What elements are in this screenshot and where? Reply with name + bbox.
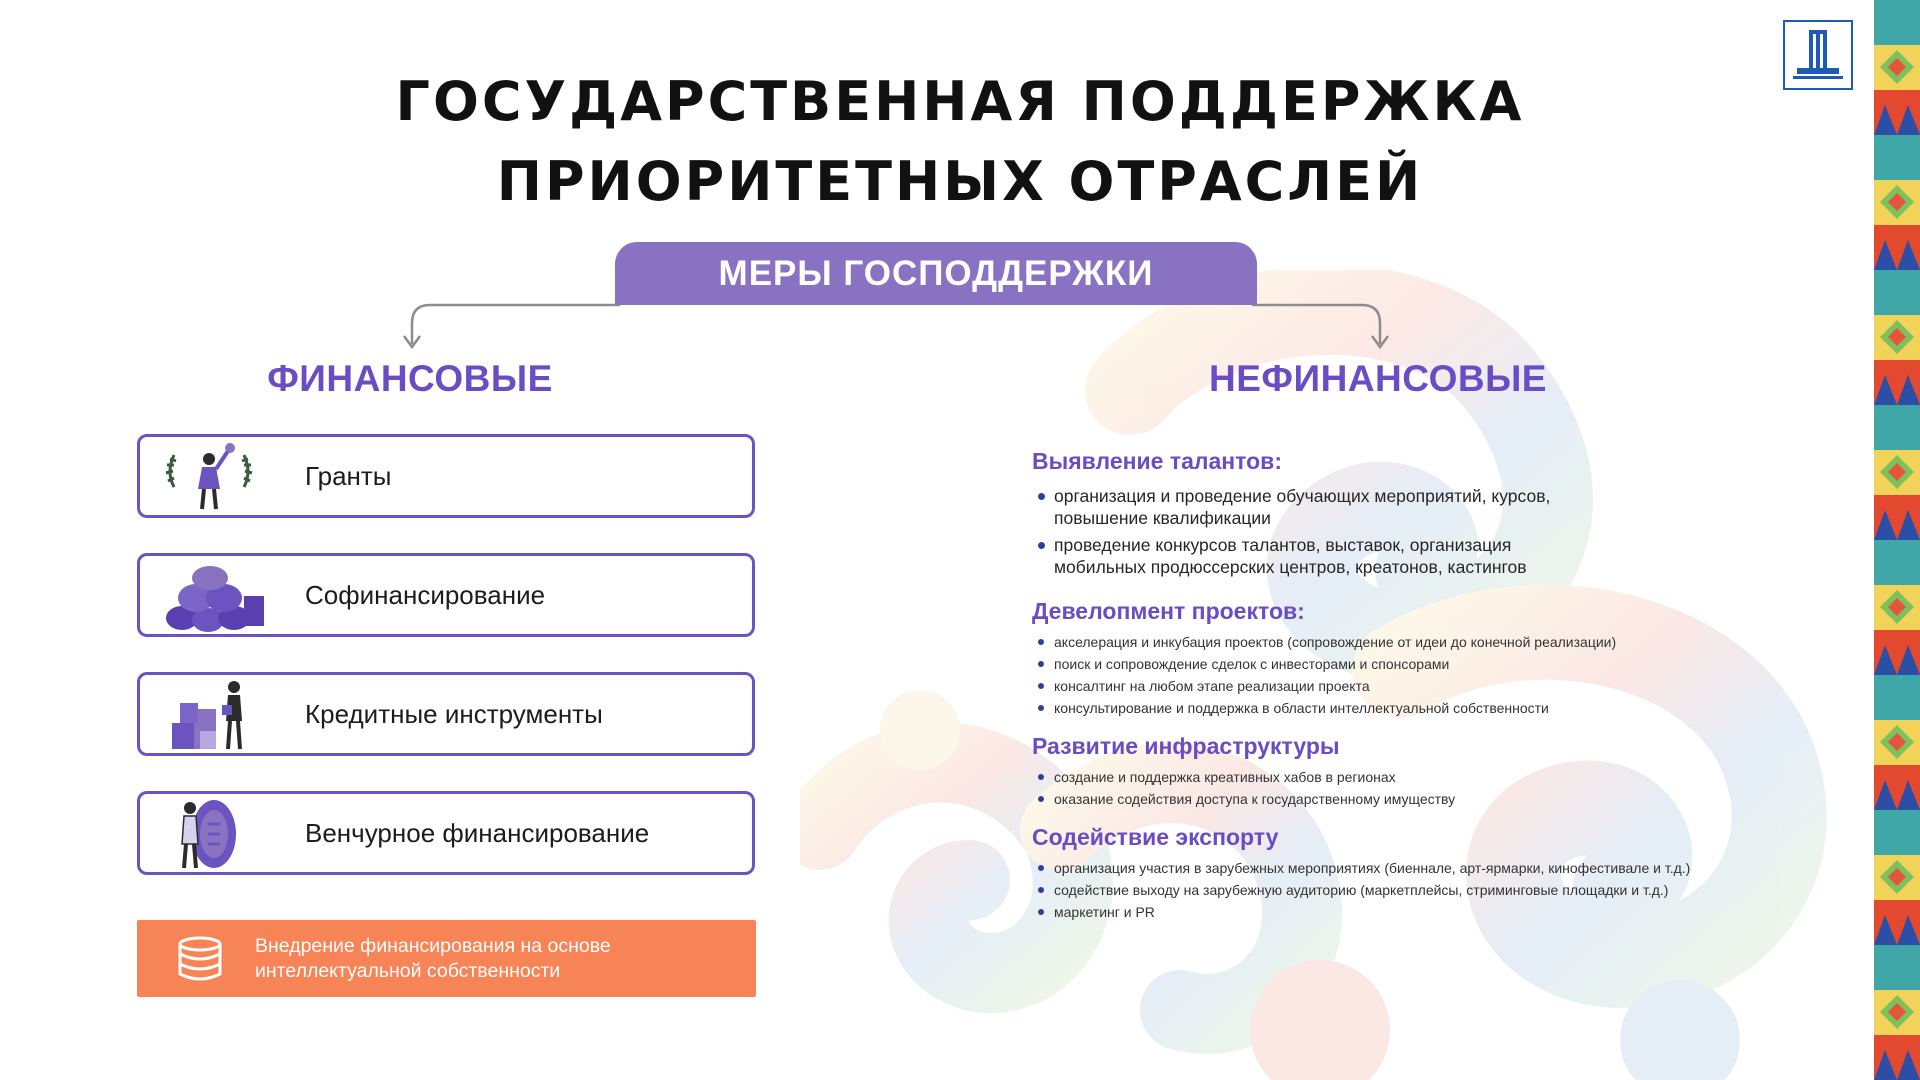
banner-text-line-2: интеллектуальной собственности: [255, 959, 561, 982]
card-credit: [137, 672, 755, 756]
card-grants: [137, 434, 755, 518]
ip-financing-banner: [137, 920, 756, 997]
financial-heading: ФИНАНСОВЫЕ: [267, 358, 553, 399]
list-item-line: повышение квалификации: [1054, 508, 1271, 528]
coins-stack-icon: [152, 556, 272, 634]
measures-header: МЕРЫ ГОСПОДДЕРЖКИ: [615, 242, 1257, 305]
list-item: содействие выходу на зарубежную аудиторию (маркетплейсы, стриминговые площадки и т.д.): [1032, 879, 1792, 901]
list-item: поиск и сопровождение сделок с инвесторами и спонсорами: [1032, 653, 1792, 675]
card-label: Гранты: [305, 460, 392, 491]
ministry-logo: [1783, 20, 1853, 90]
coins-icon: [170, 934, 230, 984]
list-item: оказание содействия доступа к государственному имуществу: [1032, 788, 1792, 810]
title-line-1: ГОСУДАРСТВЕННАЯ ПОДДЕРЖКА: [395, 70, 1525, 133]
ornamental-border: [1874, 0, 1920, 1080]
development-list: [1032, 631, 1792, 719]
export-list: [1032, 857, 1792, 923]
list-item: организация участия в зарубежных мероприятиях (биеннале, арт-ярмарки, кинофестивале и т.д.): [1032, 857, 1792, 879]
section-title-talents: Выявление талантов:: [1032, 448, 1282, 474]
title-line-2: ПРИОРИТЕТНЫХ ОТРАСЛЕЙ: [496, 150, 1424, 213]
list-item: [1032, 485, 1792, 529]
talents-list: [1032, 485, 1792, 578]
list-item: консультирование и поддержка в области интеллектуальной собственности: [1032, 697, 1792, 719]
non-financial-list: [1032, 448, 1792, 923]
non-financial-heading: НЕФИНАНСОВЫЕ: [1209, 358, 1547, 399]
list-item-line: мобильных продюссерских центров, креатонов, кастингов: [1054, 557, 1527, 577]
card-venture: [137, 791, 755, 875]
award-person-icon: [152, 437, 272, 515]
card-label: Кредитные инструменты: [305, 698, 603, 729]
card-label: Софинансирование: [305, 579, 546, 610]
card-cofinancing: [137, 553, 755, 637]
infrastructure-list: [1032, 766, 1792, 810]
list-item: создание и поддержка креативных хабов в регионах: [1032, 766, 1792, 788]
list-item: маркетинг и PR: [1032, 901, 1792, 923]
banner-text-line-1: Внедрение финансирования на основе: [255, 934, 611, 957]
list-item: [1032, 534, 1792, 578]
section-title-development: Девелопмент проектов:: [1032, 598, 1305, 624]
building-icon: [1785, 22, 1851, 88]
section-title-export: Содействие экспорту: [1032, 824, 1279, 850]
list-item-line: организация и проведение обучающих мероприятий, курсов,: [1054, 486, 1551, 506]
list-item: акселерация и инкубация проектов (сопровождение от идеи до конечной реализации): [1032, 631, 1792, 653]
page-title: [360, 62, 1560, 222]
boxes-person-icon: [152, 675, 272, 753]
list-item-line: проведение конкурсов талантов, выставок, организация: [1054, 535, 1512, 555]
coin-person-icon: [152, 794, 272, 872]
card-label: Венчурное финансирование: [305, 817, 650, 848]
section-title-infrastructure: Развитие инфраструктуры: [1032, 733, 1340, 759]
list-item: консалтинг на любом этапе реализации проекта: [1032, 675, 1792, 697]
banner-text: [255, 934, 611, 984]
